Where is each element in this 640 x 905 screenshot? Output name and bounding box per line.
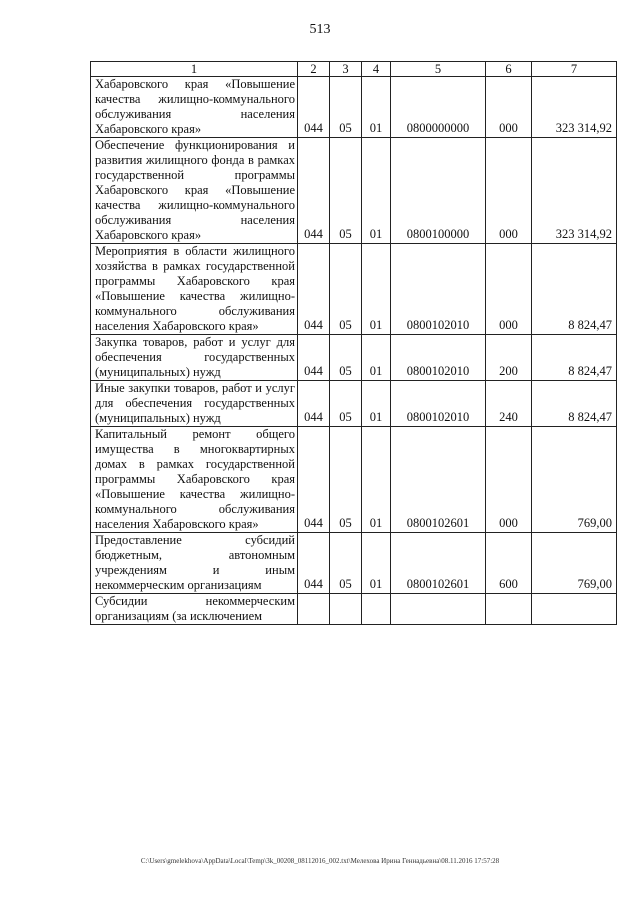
row-col-6: 200 (486, 335, 532, 381)
row-col-5: 0800102601 (391, 427, 486, 533)
row-col-3: 05 (330, 427, 362, 533)
row-col-2 (298, 594, 330, 625)
header-row (91, 62, 617, 77)
row-col-3: 05 (330, 138, 362, 244)
row-col-6: 600 (486, 533, 532, 594)
column-header-3: 3 (330, 62, 362, 77)
row-description: Мероприятия в области жилищного хозяйства в рамках государственной программы Хабаровского края «Повышение качества жилищно-коммунального обслуживания населения Хабаровского края» (91, 244, 298, 335)
row-amount: 323 314,92 (532, 138, 617, 244)
row-col-4: 01 (362, 77, 391, 138)
row-col-3: 05 (330, 77, 362, 138)
row-col-3: 05 (330, 533, 362, 594)
row-description: Субсидии некоммерческим организациям (за исключением (91, 594, 298, 625)
row-amount: 323 314,92 (532, 77, 617, 138)
row-col-3 (330, 594, 362, 625)
row-col-6: 000 (486, 138, 532, 244)
row-col-5 (391, 594, 486, 625)
row-description: Обеспечение функционирования и развития жилищного фонда в рамках государственной программы Хабаровского края «Повышение качества жилищно-коммунального обслуживания населения Хабаровского края» (91, 138, 298, 244)
row-col-3: 05 (330, 381, 362, 427)
page-number: 513 (309, 22, 331, 37)
row-col-5: 0800102010 (391, 335, 486, 381)
row-col-3: 05 (330, 244, 362, 335)
row-col-2: 044 (298, 335, 330, 381)
row-col-2: 044 (298, 138, 330, 244)
row-col-5: 0800000000 (391, 77, 486, 138)
row-col-6 (486, 594, 532, 625)
table-row (91, 594, 617, 625)
row-col-4 (362, 594, 391, 625)
row-col-4: 01 (362, 138, 391, 244)
row-col-2: 044 (298, 381, 330, 427)
row-col-6: 000 (486, 244, 532, 335)
row-col-4: 01 (362, 244, 391, 335)
table-row (91, 335, 617, 381)
row-col-5: 0800102010 (391, 381, 486, 427)
column-header-5: 5 (391, 62, 486, 77)
row-col-6: 000 (486, 427, 532, 533)
column-header-7: 7 (532, 62, 617, 77)
table-row (91, 427, 617, 533)
table-row (91, 77, 617, 138)
row-description: Предоставление субсидий бюджетным, автономным учреждениям и иным некоммерческим организациям (91, 533, 298, 594)
row-amount: 8 824,47 (532, 335, 617, 381)
row-col-5: 0800100000 (391, 138, 486, 244)
column-header-1: 1 (91, 62, 298, 77)
table-row (91, 533, 617, 594)
row-col-6: 000 (486, 77, 532, 138)
row-col-5: 0800102010 (391, 244, 486, 335)
row-amount: 8 824,47 (532, 244, 617, 335)
row-col-2: 044 (298, 427, 330, 533)
row-col-2: 044 (298, 77, 330, 138)
row-col-5: 0800102601 (391, 533, 486, 594)
row-col-4: 01 (362, 533, 391, 594)
row-col-2: 044 (298, 244, 330, 335)
table-row (91, 244, 617, 335)
row-description: Хабаровского края «Повышение качества жилищно-коммунального обслуживания населения Хабаровского края» (91, 77, 298, 138)
row-col-4: 01 (362, 381, 391, 427)
column-header-2: 2 (298, 62, 330, 77)
column-header-6: 6 (486, 62, 532, 77)
row-col-6: 240 (486, 381, 532, 427)
row-col-3: 05 (330, 335, 362, 381)
row-amount: 8 824,47 (532, 381, 617, 427)
row-col-4: 01 (362, 427, 391, 533)
row-description: Иные закупки товаров, работ и услуг для обеспечения государственных (муниципальных) нужд (91, 381, 298, 427)
row-col-2: 044 (298, 533, 330, 594)
footer-file-path: C:\Users\gmelekhova\AppData\Local\Temp\3k_00208_08112016_002.txt\Мелехова Ирина Геннадьевна\08.11.2016 17:57:28 (140, 857, 500, 865)
row-amount: 769,00 (532, 533, 617, 594)
row-amount: 769,00 (532, 427, 617, 533)
table-row (91, 381, 617, 427)
column-header-4: 4 (362, 62, 391, 77)
budget-table (90, 61, 617, 625)
row-col-4: 01 (362, 335, 391, 381)
row-description: Капитальный ремонт общего имущества в многоквартирных домах в рамках государственной программы Хабаровского края «Повышение качества жилищно-коммунального обслуживания населения Хабаровского края» (91, 427, 298, 533)
table-row (91, 138, 617, 244)
row-description: Закупка товаров, работ и услуг для обеспечения государственных (муниципальных) нужд (91, 335, 298, 381)
row-amount (532, 594, 617, 625)
